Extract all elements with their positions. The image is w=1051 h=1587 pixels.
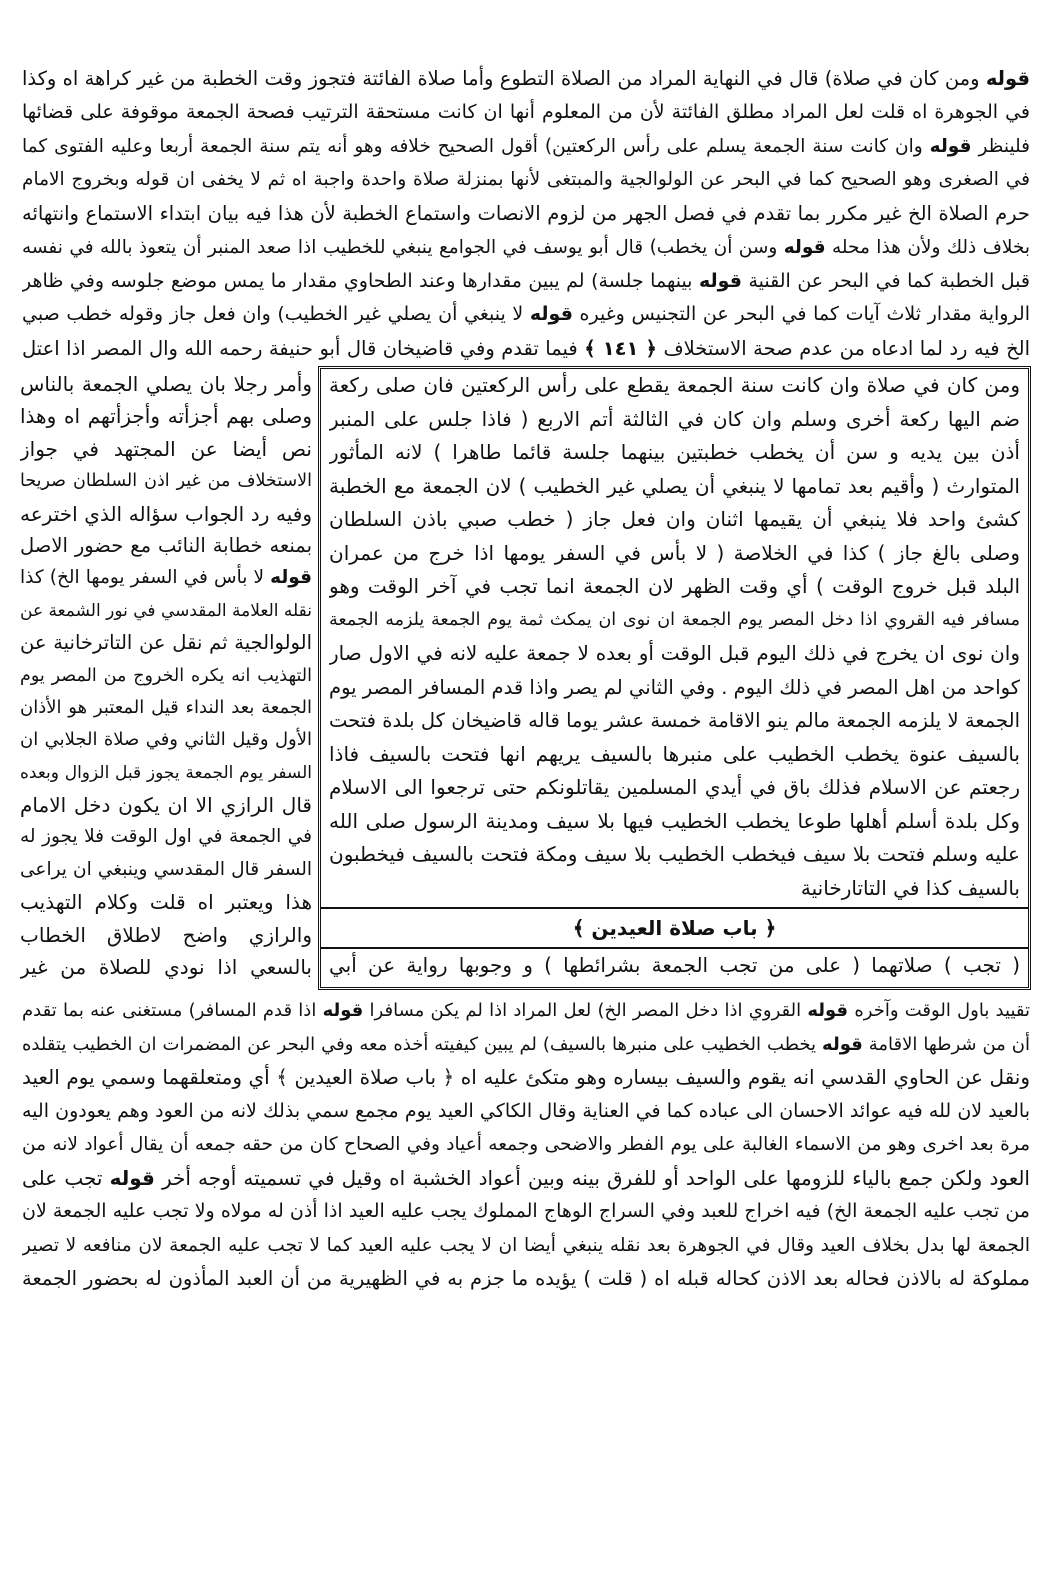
top-commentary [22,62,1030,366]
lemma-marker: قوله [807,1000,849,1021]
side-commentary-line: وفيه رد الجواب سؤاله الذي اخترعه [20,501,312,526]
chapter-heading-strip [321,907,1028,949]
page-number-value: ١٤١ [602,337,639,360]
main-text-box [318,366,1031,990]
bottom-commentary-line: الجمعة لها بدل بخلاف العيد وقال في الجوهرة بعد نقله ينبغي أيضا ان لا يجب عليه العيد كما لا تجب عليه الجمعة لان منافعه لا تصير [22,1234,1030,1256]
chapter-heading: ﴿ باب صلاة العيدين ﴾ [572,916,777,940]
main-text-line: بالسيف عنوة يخطب الخطيب على منبرها بالسيف يريهم انها فتحت بالسيف فاذا [329,741,1020,766]
side-commentary-line: السفر قال المقدسي وينبغي ان يراعى [20,858,312,880]
top-commentary-line: فلينظر قوله وان كانت سنة الجمعة يسلم على رأس الركعتين) أقول الصحيح خلافه وهو أنه يتم سنة الجمعة أربعا وعليه الفتوى كما [22,135,1030,157]
lemma-marker: قوله [322,1000,364,1021]
lemma-marker: قوله [698,269,742,292]
side-commentary-line: نقله العلامة المقدسي في نور الشمعة عن [20,600,312,621]
top-commentary-line [22,332,1030,366]
main-text-line: رجعتم عن الاسلام فذلك باق في أيدي المسلمين يقاتلونكم حتى ترجعوا الى الاسلام [329,775,1020,799]
top-commentary-line: في الصغرى وهو الصحيح كما في البحر عن الولوالجية والمبتغى لأنها بمنزلة صلاة واحدة واجبة اه ثم لا يخفى ان قوله وبخروج الامام [22,169,1030,191]
main-text-line: وان نوى ان يخرج في ذلك اليوم قبل الوقت أو بعده لا جمعة عليه لانه في الاول صار [329,641,1020,665]
lemma-marker: قوله [985,67,1030,90]
top-commentary-line: الرواية مقدار ثلاث آيات كما في البحر عن التجنيس وغيره قوله لا ينبغي أن يصلي غير الخطيب) وان فعل جاز وقوله خطب صبي [22,303,1030,326]
bottom-commentary-line: مملوكة له بالاذن فحاله بعد الاذن كحاله قبله اه ( قلت ) يؤيده ما جزم به في الظهيرية من أن العبد المأذون له بحضور الجمعة [22,1267,1030,1290]
main-text-line: ضم اليها ركعة أخرى وسلم وان كان في الثالثة أتم الاربع ( فاذا جلس على المنبر [329,406,1020,431]
side-commentary-line: الجمعة بعد النداء قيل المعتبر هو الأذان [20,696,312,718]
bottom-commentary-line: تقييد باول الوقت وآخره قوله القروي اذا دخل المصر الخ) لعل المراد اذا لم يكن مسافرا قوله اذا قدم المسافر) مستغنى عنه بما تقدم [22,1000,1030,1021]
main-text-line: كواحد من اهل المصر في ذلك اليوم . وفي الثاني لم يصر واذا قدم المسافر المصر يوم [329,675,1020,699]
lemma-marker: قوله [783,236,826,258]
page-number-ornament-close: ﴾ [584,337,596,360]
main-text-line: كشئ واحد فلا ينبغي أن يقيمها اثنان وان فعل جاز ( خطب صبي باذن السلطان [329,507,1020,531]
main-text-line: أذن بين يديه و سن أن يخطب خطبتين بينهما جلسة قائما طاهرا ) لانه المأثور [329,440,1020,464]
top-commentary-line: بخلاف ذلك ولأن هذا محله قوله وسن أن يخطب) قال أبو يوسف في الجوامع ينبغي للخطيب اذا صعد المنبر أن يتعوذ بالله في نفسه [22,236,1030,258]
main-text-line: وصلى بالغ جاز ) كذا في الخلاصة ( لا بأس في السفر يومها اذا خرج من عمران [329,540,1020,565]
page-number-ornament-open: ﴿ [645,337,657,360]
side-commentary-line: نص أيضا عن المجتهد في جواز [20,436,312,461]
top-commentary-line: قبل الخطبة كما في البحر عن القنية قوله بينهما جلسة) لم يبين مقدارها وعند الطحاوي مقدار ما يمس موضع جلوسه وفي ظاهر [22,269,1030,292]
main-text-line: مسافر فيه القروي اذا دخل المصر يوم الجمعة ان نوى ان يمكث ثمة يوم الجمعة يلزمه الجمعة [329,609,1020,630]
side-commentary-line: وأمر رجلا بان يصلي الجمعة بالناس [20,372,312,396]
lemma-marker: قوله [270,567,312,589]
bottom-commentary-line: بالعيد لان لله فيه عوائد الاحسان الى عباده كما في العناية وقال الكاكي العيد يوم مجمع سمي بذلك لانه من العود وهم يعودون اليه [22,1099,1030,1122]
top-commentary-line: حرم الصلاة الخ غير مكرر بما تقدم في فصل الجهر من لزوم الانصات واستماع الخطبة لأن هذا فيه بيان ابتداء الاستماع وانتهائه [22,202,1030,225]
side-commentary-line: قال الرازي الا ان يكون دخل الامام [20,793,312,818]
side-commentary-line: السفر يوم الجمعة يجوز قبل الزوال وبعده [20,762,312,783]
lemma-marker: قوله [529,303,573,326]
page-number [584,337,657,360]
side-commentary [20,368,312,983]
side-commentary-line: التهذيب انه يكره الخروج من المصر يوم [20,665,312,686]
bottom-commentary [22,994,1030,1296]
main-text-line: وكل بلدة أسلم أهلها طوعا يخطب الخطيب فيها بلا سيف ومدينة الرسول صلى الله [329,808,1020,833]
side-commentary-line: قوله لا بأس في السفر يومها الخ) كذا [20,567,312,589]
side-commentary-line: الأول وقيل الثاني وفي صلاة الجلابي ان [20,729,312,751]
side-commentary-line: الولوالجية ثم نقل عن التاترخانية عن [20,631,312,655]
main-text-line: البلد قبل خروج الوقت ) أي وقت الظهر لان الجمعة انما تجب في آخر الوقت وهو [329,574,1020,598]
main-text-line: بالسيف كذا في التاتارخانية [800,875,1020,900]
side-commentary-line: هذا ويعتبر اه قلت وكلام التهذيب [20,890,312,915]
bottom-commentary-line: ونقل عن الحاوي القدسي انه يقوم والسيف بيساره وهو متكئ عليه اه ﴿ باب صلاة العيدين ﴾ أي ومتعلقهما وسمي يوم العيد [22,1065,1030,1089]
side-commentary-line: بالسعي اذا نودي للصلاة من غير [20,955,312,980]
bottom-commentary-line: العود ولكن جمع بالياء للزومها على الواحد أو للفرق بينه وبين أعواد الخشبة اه وقيل في تسميته أوجه أخر قوله تجب على [22,1165,1030,1190]
main-text-line: ومن كان في صلاة وان كانت سنة الجمعة يقطع على رأس الركعتين فان صلى ركعة [329,373,1020,397]
lemma-marker: قوله [929,135,972,157]
side-commentary-line: في الجمعة في اول الوقت فلا يجوز له [20,826,312,848]
lemma-marker: قوله [109,1165,155,1190]
side-commentary-line: الاستخلاف من غير اذن السلطان صريحا [20,471,312,492]
main-text-line: عليه وسلم فتحت بلا سيف فيخطب الخطيب بلا سيف ومكة فتحت بالسيف فيخطبون [329,842,1020,866]
top-commentary-line: قوله ومن كان في صلاة) قال في النهاية المراد من الصلاة التطوع وأما صلاة الفائتة فتجوز وقت الخطبة من غير كراهة اه وكذا [22,67,1030,90]
lemma-marker: قوله [822,1033,863,1055]
side-commentary-line: والرازي واضح لاطلاق الخطاب [20,922,312,947]
bottom-commentary-line: أن من شرطها الاقامة قوله يخطب الخطيب على منبرها بالسيف) لم يبين كيفيته أخذه معه وفي البحر عن المضمرات ان الخطيب يتقلده [22,1033,1030,1055]
side-commentary-line: بمنعه خطابة النائب مع حضور الاصل [20,533,312,557]
bottom-commentary-line: من تجب عليه الجمعة الخ) فيه اخراج للعبد وفي السراج الوهاج المملوك يجب عليه العيد اذا أذن له مولاه ولا تجب عليه الجمعة لان [22,1200,1030,1222]
main-text-line: المتوارث ( وأقيم بعد تمامها لا ينبغي أن يصلي غير الخطيب ) لان الجمعة مع الخطبة [329,473,1020,498]
top-commentary-line: في الجوهرة اه قلت لعل المراد مطلق الفائتة لأن من المعلوم أنها ان كانت مستحقة الترتيب فصحة الجمعة موقوفة على قضائها [22,100,1030,123]
chapter-opening-line: ( تجب ) صلاتهما ( على من تجب الجمعة بشرائطها ) و وجوبها رواية عن أبي [329,953,1020,977]
top-commentary-line-start: الخ فيه رد لما ادعاه من عدم صحة الاستخلاف [663,337,1030,360]
bottom-commentary-line: مرة بعد اخرى وهو من الاسماء الغالبة على يوم الفطر والاضحى وجمعه أعياد وفي الصحاح كان من حقه جمعه أن يقال أعواد لانه من [22,1134,1030,1155]
side-commentary-line: وصلى بهم أجزأته وأجزأتهم اه وهذا [20,404,312,429]
top-commentary-line-end: فيما تقدم وفي قاضيخان قال أبو حنيفة رحمه الله وال المصر اذا اعتل [22,337,578,360]
main-text-line: الجمعة لا يلزمه الجمعة مالم ينو الاقامة خمسة عشر يوما قاله قاضيخان كل بلدة فتحت [329,709,1020,732]
